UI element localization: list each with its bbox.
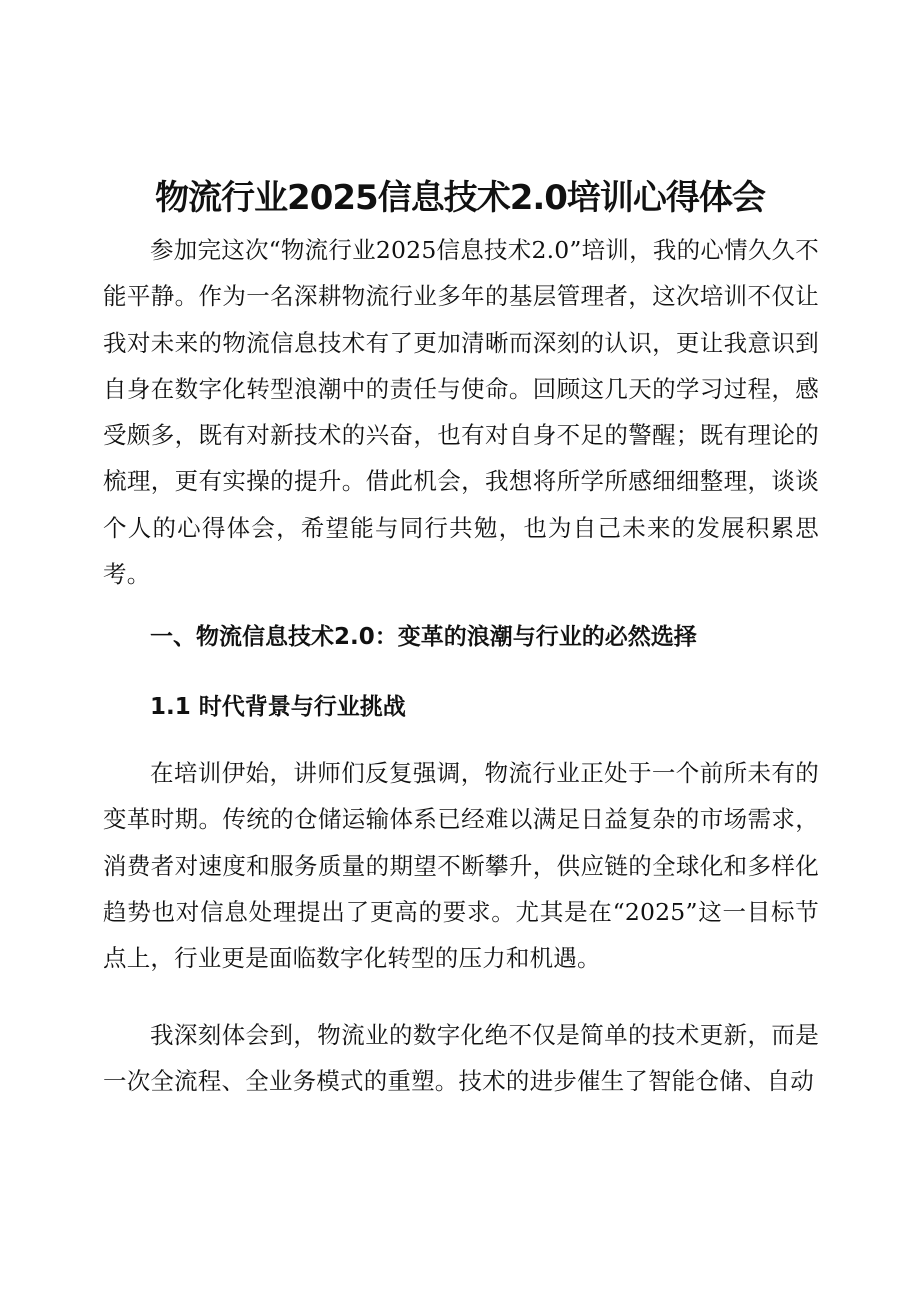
intro-paragraph: 参加完这次“物流行业2025信息技术2.0”培训，我的心情久久不能平静。作为一名深耕物流行业多年的基层管理者，这次培训不仅让我对未来的物流信息技术有了更加清晰而深刻的认识，更让我意识到自身在数字化转型浪潮中的责任与使命。回顾这几天的学习过程，感受颇多，既有对新技术的兴奋，也有对自身不足的警醒；既有理论的梳理，更有实操的提升。借此机会，我想将所学所感细细整理，谈谈个人的心得体会，希望能与同行共勉，也为自己未来的发展积累思考。 — [103, 236, 819, 589]
body-paragraph-1: 在培训伊始，讲师们反复强调，物流行业正处于一个前所未有的变革时期。传统的仓储运输体系已经难以满足日益复杂的市场需求，消费者对速度和服务质量的期望不断攀升，供应链的全球化和多样化趋势也对信息处理提出了更高的要求。尤其是在“2025”这一目标节点上，行业更是面临数字化转型的压力和机遇。 — [103, 759, 819, 973]
subsection-heading: 1.1 时代背景与行业挑战 — [150, 694, 406, 720]
body-paragraph-2: 我深刻体会到，物流业的数字化绝不仅是简单的技术更新，而是一次全流程、全业务模式的重塑。技术的进步催生了智能仓储、自动 — [103, 1021, 819, 1096]
section-heading: 一、物流信息技术2.0：变革的浪潮与行业的必然选择 — [150, 624, 697, 650]
document-title: 物流行业2025信息技术2.0培训心得体会 — [155, 178, 765, 218]
